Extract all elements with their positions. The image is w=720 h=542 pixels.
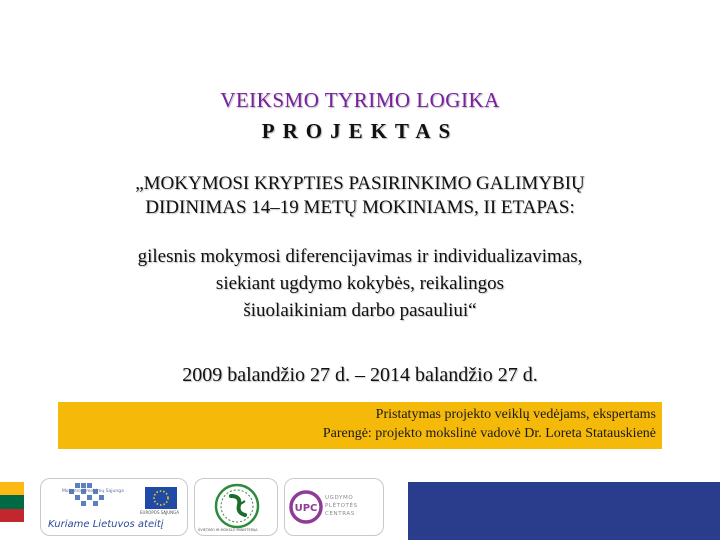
presentation-bar bbox=[58, 402, 662, 449]
project-detail bbox=[30, 243, 690, 324]
flag-stripe-red bbox=[0, 509, 24, 522]
presentation-line: Pristatymas projekto veiklų vedėjams, ekspertams bbox=[375, 407, 656, 422]
flag-stripe-yellow bbox=[0, 482, 24, 495]
presentation-author: Parengė: projekto mokslinė vadovė Dr. Loreta Statauskienė bbox=[322, 426, 656, 441]
project-dates: 2009 balandžio 27 d. – 2014 balandžio 27 d. bbox=[182, 364, 538, 386]
project-name-line: „MOKYMOSI KRYPTIES PASIRINKIMO GALIMYBIŲ bbox=[135, 173, 585, 194]
lithuanian-flag bbox=[0, 482, 24, 522]
title-block bbox=[0, 88, 720, 144]
slogan: Kuriame Lietuvos ateitį bbox=[48, 519, 164, 530]
project-name-line: DIDINIMAS 14–19 METŲ MOKINIAMS, II ETAPAS: bbox=[145, 197, 575, 218]
project-name bbox=[30, 172, 690, 220]
slide-subtitle: PROJEKTAS bbox=[261, 119, 459, 143]
flag-stripe-green bbox=[0, 495, 24, 508]
upc-abbr: UPC bbox=[294, 503, 318, 514]
funds-label: Mokymo Išmokimų Sąjunga bbox=[62, 489, 124, 494]
project-detail-line: gilesnis mokymosi diferencijavimas ir individualizavimas, bbox=[137, 246, 583, 267]
ministry-caption: ŠVIETIMO IR MOKSLO MINISTERIJA bbox=[198, 528, 258, 532]
centre-label: UGDYMO PLĖTOTĖS CENTRAS bbox=[325, 495, 358, 517]
slide-title: VEIKSMO TYRIMO LOGIKA bbox=[220, 88, 500, 112]
project-detail-line: siekiant ugdymo kokybės, reikalingos bbox=[215, 273, 505, 294]
navy-band bbox=[408, 482, 720, 540]
eu-caption: EUROPOS SĄJUNGA bbox=[140, 510, 179, 515]
project-detail-line: šiuolaikiniam darbo pasauliui“ bbox=[243, 300, 477, 321]
